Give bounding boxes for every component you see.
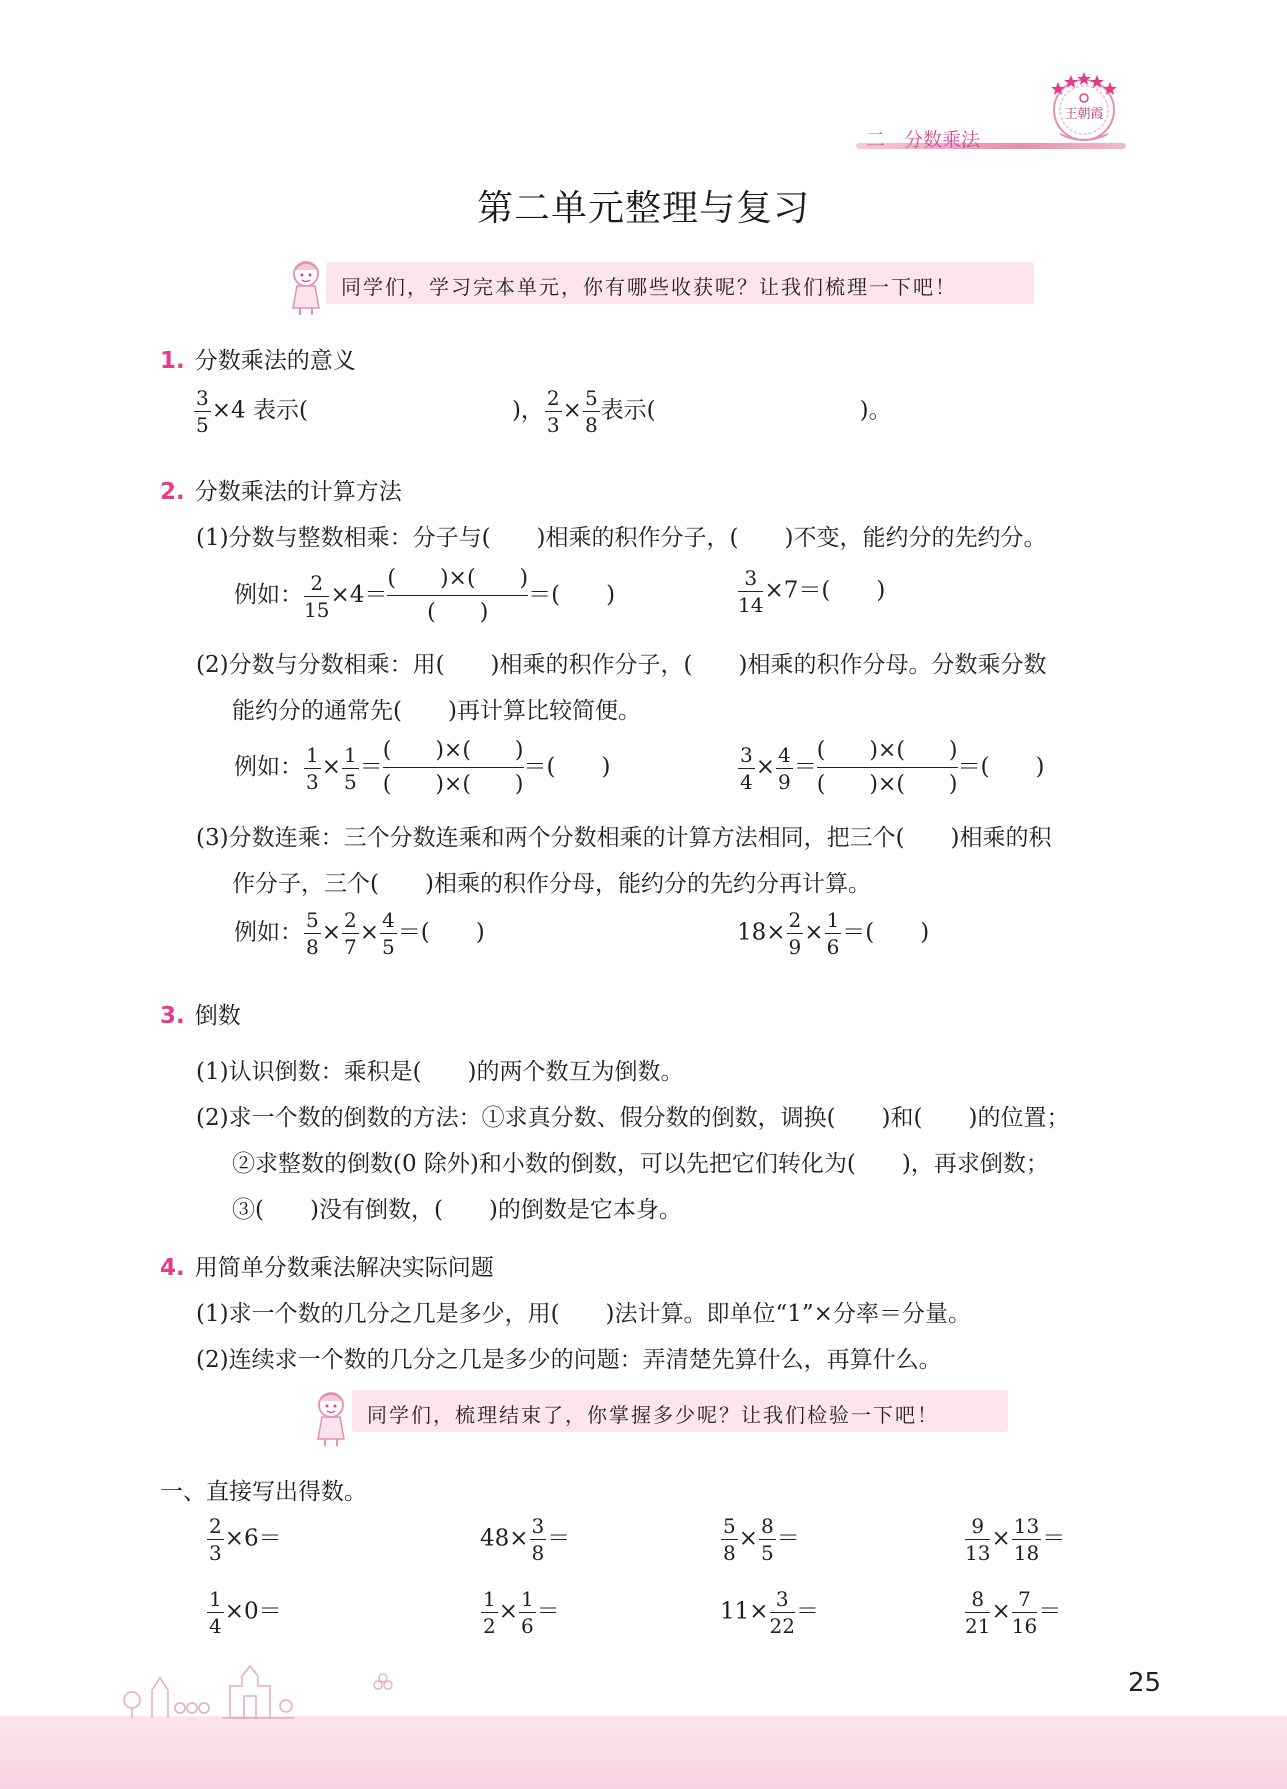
expression-text: 11×: [720, 1598, 769, 1625]
times-sign: ×: [498, 1598, 519, 1625]
times-sign: ×: [359, 919, 380, 946]
expression-text: 48×: [480, 1525, 529, 1552]
example-2-row: [234, 740, 610, 796]
meaning-text-3: 表示(: [600, 397, 656, 424]
section-1-number: 1.: [160, 348, 185, 374]
example-1-row: [234, 568, 615, 624]
meaning-text-1: ×4 表示(: [211, 397, 308, 424]
equals-sign: ＝: [536, 1598, 560, 1625]
fraction: $\frac{2}{3}$: [209, 1514, 222, 1565]
expression-result: ＝( ): [528, 582, 616, 608]
expression-text: ×0＝: [224, 1598, 282, 1625]
flower-decoration-icon: [372, 1672, 394, 1694]
rule-1-text: (1)分数与整数相乘：分子与( )相乘的积作分子，( )不变，能约分的先约分。: [196, 525, 1047, 551]
reciprocal-text-2: (2)求一个数的倒数的方法：①求真分数、假分数的倒数，调换( )和( )的位置；: [196, 1105, 1070, 1131]
section-2-number: 2.: [160, 479, 185, 505]
exercise-item: [480, 1516, 570, 1563]
reciprocal-text-4: ③( )没有倒数，( )的倒数是它本身。: [232, 1197, 682, 1223]
cartoon-girl-icon: [308, 1387, 354, 1447]
times-sign: ×: [755, 754, 776, 780]
example-3-row: [234, 910, 485, 957]
review-banner-top-text: 同学们，学习完本单元，你有哪些收获呢？让我们梳理一下吧！: [341, 275, 957, 299]
expression-result: ＝( ): [523, 754, 611, 780]
fraction: $\frac{2}{3}$: [546, 386, 560, 437]
fill-fraction[interactable]: ( )×( ) ( )×( ): [382, 738, 524, 797]
fraction: $\frac{3}{22}$: [769, 1587, 795, 1638]
example-2b-row: [737, 740, 1044, 796]
equals-sign: ＝: [359, 754, 383, 780]
example-label: 例如：: [234, 754, 303, 780]
times-sign: ×: [562, 397, 582, 424]
equals-sign: ＝: [1042, 1525, 1066, 1552]
fraction: $\frac{8}{5}$: [761, 1514, 774, 1565]
fraction: $\frac{4}{5}$: [382, 908, 395, 959]
rule-3-text-b: 作分子，三个( )相乘的积作分母，能约分的先约分再计算。: [232, 871, 871, 897]
times-sign: ×: [738, 1525, 759, 1552]
rule-3-text-a: (3)分数连乘：三个分数连乘和两个分数相乘的计算方法相同，把三个( )相乘的积: [196, 825, 1052, 851]
fraction: $\frac{4}{9}$: [778, 742, 791, 794]
section-3-number: 3.: [160, 1003, 185, 1029]
svg-text:王朝霞: 王朝霞: [1064, 107, 1104, 122]
meaning-row: [193, 388, 892, 435]
fraction: $\frac{7}{16}$: [1011, 1587, 1038, 1638]
times-sign: ×: [991, 1525, 1011, 1552]
fill-fraction[interactable]: ( )×( ) ( )×( ): [816, 738, 958, 797]
fraction: $\frac{3}{5}$: [196, 386, 209, 437]
fraction: $\frac{3}{8}$: [531, 1514, 545, 1565]
fraction: $\frac{2}{9}$: [788, 908, 802, 959]
section-2-heading: [160, 473, 402, 506]
example-1b-row: [737, 568, 885, 615]
cartoon-girl-icon: [283, 256, 329, 316]
problem-text-2: (2)连续求一个数的几分之几是多少的问题：弄清楚先算什么，再算什么。: [196, 1347, 942, 1373]
section-1-heading: [160, 342, 356, 375]
expression-result: ＝( ): [842, 919, 930, 946]
expression-text: ×7＝( ): [764, 577, 886, 604]
fraction: $\frac{5}{8}$: [306, 908, 319, 959]
fraction: $\frac{1}{2}$: [483, 1587, 496, 1638]
section-4-title: 用简单分数乘法解决实际问题: [194, 1255, 494, 1281]
expression-result: ＝( ): [397, 919, 485, 946]
fraction: $\frac{1}{3}$: [306, 742, 319, 794]
castle-decoration-icon: [118, 1656, 408, 1720]
page-title: 第二单元整理与复习: [476, 188, 810, 229]
section-1-title: 分数乘法的意义: [194, 348, 356, 374]
fraction: $\frac{5}{8}$: [723, 1514, 736, 1565]
section-3-title: 倒数: [194, 1003, 241, 1029]
section-4-heading: [160, 1249, 494, 1282]
times-sign: ×: [804, 919, 824, 946]
fill-fraction[interactable]: ( )×( ) ( ): [387, 566, 529, 625]
fraction: $\frac{1}{5}$: [344, 742, 357, 794]
meaning-text-2: )，: [511, 397, 544, 424]
exercise-item: [206, 1516, 282, 1563]
fraction: $\frac{3}{4}$: [740, 742, 753, 794]
expression-result: ＝( ): [957, 754, 1045, 780]
logo-seal-icon: [1044, 66, 1124, 146]
fraction: $\frac{1}{4}$: [209, 1587, 222, 1638]
section-4-number: 4.: [160, 1255, 185, 1281]
times-sign: ×: [321, 754, 342, 780]
section-3-heading: [160, 997, 241, 1030]
chapter-label: 二 分数乘法: [866, 129, 981, 151]
expression-text: ×6＝: [224, 1525, 282, 1552]
equals-sign: ＝: [776, 1525, 800, 1552]
exercise-item: [720, 1589, 819, 1636]
example-3b-row: [737, 910, 929, 957]
fraction: $\frac{1}{6}$: [826, 908, 840, 959]
equals-sign: ＝: [793, 754, 817, 780]
meaning-text-4: )。: [859, 397, 892, 424]
rule-2-text-b: 能约分的通常先( )再计算比较简便。: [232, 698, 641, 724]
exercise-heading: 一、直接写出得数。: [160, 1479, 367, 1505]
exercise-item: [720, 1516, 800, 1563]
times-sign: ×: [321, 919, 342, 946]
expression-text: 18×: [737, 919, 786, 946]
exercise-item: [480, 1589, 560, 1636]
reciprocal-text-3: ②求整数的倒数(0 除外)和小数的倒数，可以先把它们转化为( )，再求倒数；: [232, 1151, 1049, 1177]
section-2-title: 分数乘法的计算方法: [194, 479, 402, 505]
example-label: 例如：: [234, 919, 303, 946]
expression-text: ×4＝: [330, 582, 388, 608]
equals-sign: ＝: [547, 1525, 571, 1552]
fraction: $\frac{13}{18}$: [1013, 1514, 1040, 1565]
fraction: $\frac{8}{21}$: [965, 1587, 991, 1638]
fraction: $\frac{1}{6}$: [521, 1587, 534, 1638]
exercise-item: [206, 1589, 282, 1636]
fraction: $\frac{3}{14}$: [738, 566, 764, 617]
equals-sign: ＝: [1038, 1598, 1062, 1625]
fraction: $\frac{2}{7}$: [344, 908, 357, 959]
equals-sign: ＝: [796, 1598, 819, 1625]
footer-band: [0, 1716, 1287, 1789]
reciprocal-text-1: (1)认识倒数：乘积是( )的两个数互为倒数。: [196, 1059, 684, 1085]
exercise-item: [964, 1589, 1061, 1636]
times-sign: ×: [991, 1598, 1011, 1625]
page-number: 25: [1128, 1668, 1162, 1698]
problem-text-1: (1)求一个数的几分之几是多少，用( )法计算。即单位“1”×分率＝分量。: [196, 1301, 971, 1327]
review-banner-bottom-text: 同学们，梳理结束了，你掌握多少呢？让我们检验一下吧！: [367, 1403, 939, 1427]
example-label: 例如：: [234, 582, 303, 608]
fraction: $\frac{5}{8}$: [584, 386, 598, 437]
rule-2-text-a: (2)分数与分数相乘：用( )相乘的积作分子，( )相乘的积作分母。分数乘分数: [196, 652, 1047, 678]
fraction: $\frac{2}{15}$: [304, 570, 330, 622]
fraction: $\frac{9}{13}$: [965, 1514, 991, 1565]
exercise-item: [964, 1516, 1065, 1563]
